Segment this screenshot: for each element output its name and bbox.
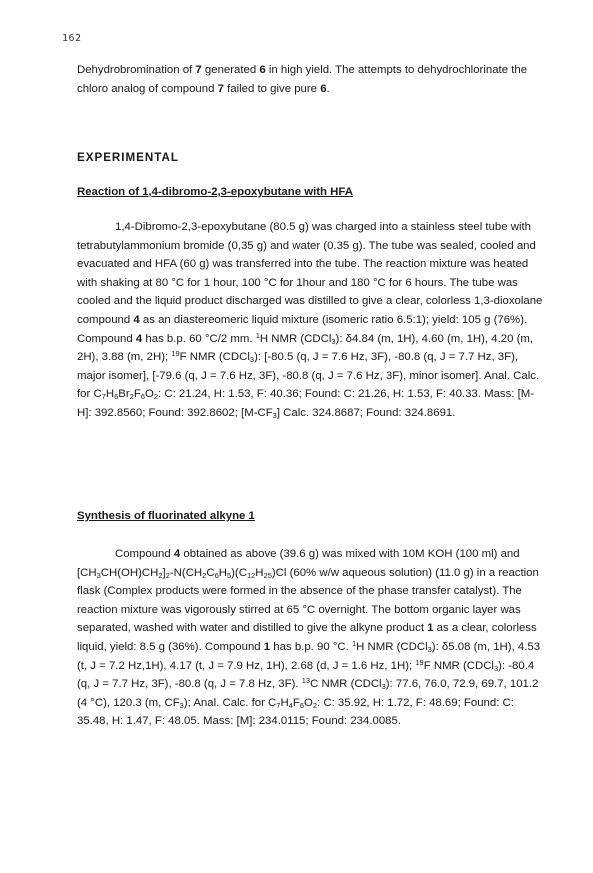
synthesis-paragraph [77,545,547,731]
subscript: 2 [202,570,207,580]
subscript: 3 [272,410,277,420]
compound-number: 7 [217,82,224,95]
text-run: -N(CH [169,566,203,579]
compound-number: 4 [135,332,143,345]
text-run: F [133,388,141,401]
subscript: 12 [246,570,256,580]
subscript: 3 [249,355,255,365]
text-run: has b.p. 90 °C. [270,640,352,653]
text-run: CH(OH)CH [100,566,159,579]
text-run: ); Anal. Calc. for C [183,696,277,709]
subscript: 3 [331,336,336,346]
subscript: 3 [493,663,499,673]
text-run: 1,4-Dibromo-2,3-epoxybutane (80.5 g) was charged into a stainless steel tube with tetrabutylammonium bromide (0,35 g) and water (0.35 g). The tube was sealed, cooled and evacuated and HFA (60 g) was transferred into the tube. The reaction mixture was heated with shaking at 80 °C for 1 hour, 100 °C for 1hour and 180 °C for 6 hours. The tube was cooled and the liquid product discharged was distilled to give a clear, colorless 1,3-dioxolane compound [77,221,543,326]
text-run: has b.p. 60 °C/2 mm. [142,332,256,345]
text-run: ): -80.4 (q, J = 7.7 Hz, 3F), -80.8 (q, J = 7.8 Hz, 3F). [77,659,535,691]
text-run: as an diastereomeric liquid mixture (isomeric ratio 6.5:1); yield: 105 g (76%). Compound [77,313,528,345]
compound-number: 1 [427,622,434,635]
section-title-reaction: Reaction of 1,4-dibromo-2,3-epoxybutane with HFA [77,186,353,198]
subscript: 5 [226,570,232,580]
compound-number: 7 [195,64,202,76]
subscript: 6 [299,700,304,710]
text-run: H [218,566,227,579]
subscript: 6 [114,392,119,402]
compound-number: 6 [259,64,266,76]
text-run: Compound [115,548,174,560]
text-run: )Cl (60% w/w aqueous solution) (11.0 g) in a reaction flask (Complex products were formed in the absence of the phase transfer catalyst). The reaction mixture was vigorously stirred at 65 °C overnight. The bottom organic layer was separated, washed with water and distilled to give the alkyne product [77,566,539,635]
text-run: C [206,566,215,579]
subscript: 3 [179,700,184,710]
text-run: failed to give pure [223,82,321,95]
intro-paragraph [77,61,547,98]
subscript: 25 [263,570,272,580]
superscript: 19 [171,349,180,359]
text-run: ): δ4.84 (m, 1H), 4.60 (m, 1H), 4.20 (m, 2H), 3.88 (m, 2H); [77,332,534,364]
text-run: ): δ5.08 (m, 1H), 4.53 (t, J = 7.2 Hz,1H), 4.17 (t, J = 7.9 Hz, 1H), 2.68 (d, J = 1.6 Hz, 1H); [77,640,541,672]
text-run: O [144,388,154,401]
text-run: F NMR (CDCl [423,659,494,672]
text-run: F NMR (CDCl [179,351,250,364]
text-run: F [292,696,300,709]
text-run: H [255,566,264,579]
text-run: as a clear, colorless liquid, yield: 8.5 g (36%). Compound [77,622,537,653]
text-run: : C: 21.24, H: 1.53, F: 40.36; Found: C: 21.26, H: 1.53, F: 40.33. Mass: [M-H]: 392.8560; Found: 392.8602; [M-CF [77,388,535,419]
text-run: H [105,388,115,401]
text-run: in high yield. The attempts to dehydrochlorinate the chloro analog of compound [77,64,528,95]
text-run: ] [162,566,166,579]
text-run: H NMR (CDCl [356,640,428,653]
section-title-synthesis: Synthesis of fluorinated alkyne 1 [77,510,255,522]
compound-number: 4 [173,548,181,560]
subscript: 6 [140,392,145,402]
text-run: obtained as above (39.6 g) was mixed with 10M KOH (100 ml) and [CH [77,548,520,579]
text-run: )(C [231,566,247,579]
text-run: O [303,696,313,709]
subscript: 2 [158,570,163,580]
subscript: 3 [96,570,101,580]
page-number: 162 [62,33,82,44]
text-run: ): [-80.5 (q, J = 7.6 Hz, 3F), -80.8 (q, J = 7.7 Hz, 3F), major isomer], [-79.6 (q, J = 7.6 Hz, 3F), -80.8 (q, J = 7.6 Hz, 3F), minor isomer]. Anal. Calc. for C [77,351,540,401]
compound-number: 1 [263,640,271,653]
subscript: 7 [276,700,281,710]
subscript: 2 [129,392,134,402]
compound-number: 6 [320,82,327,95]
text-run: : C: 35.92, H: 1.72, F: 48.69; Found: C: 35.48, H: 1.47, F: 48.05. Mass: [M]: 234.0115; Found: 234.0085. [77,696,514,728]
superscript: 19 [415,657,424,667]
text-run: Br [118,388,130,401]
subscript: 2 [165,570,170,580]
text-run: Dehydrobromination of [77,64,196,76]
superscript: 1 [351,638,357,648]
text-run: generated [201,64,260,76]
text-run: ): 77.6, 76.0, 72.9, 69.7, 101.2 (4 °C), 120.3 (m, CF [77,678,539,709]
text-run: ] Calc. 324.8687; Found: 324.8691. [276,406,456,419]
subscript: 7 [101,392,106,402]
superscript: 1 [255,330,260,340]
text-run: C NMR (CDCl [310,678,382,691]
subscript: 3 [427,644,432,654]
superscript: 13 [301,676,311,686]
subscript: 2 [153,392,159,402]
text-run: H NMR (CDCl [259,332,332,345]
subscript: 6 [214,570,219,580]
experimental-heading: EXPERIMENTAL [77,151,179,164]
reaction-paragraph [77,218,547,423]
subscript: 4 [288,700,293,710]
compound-number: 4 [133,313,140,326]
text-run: . [326,82,330,95]
text-run: H [280,696,289,709]
subscript: 3 [381,682,386,692]
subscript: 2 [312,700,318,710]
